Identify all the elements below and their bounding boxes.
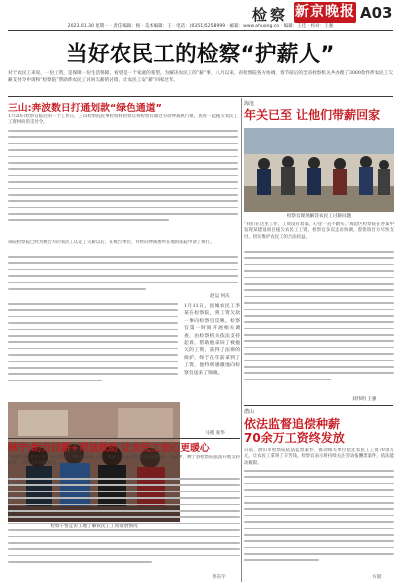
section-3-body [244, 251, 394, 397]
section-1-paragraph: 1月20日检察官临近的一个工作日，三山检察院民事检察科检察官将检察官通过劳动仲裁执行难，查处一起拖欠农民工工资纠纷的支付令。 [8, 114, 238, 126]
column-divider [241, 98, 242, 582]
section-4-title-line-1: 依法监督追偿种薪 [244, 417, 341, 431]
prosecutor-photo-image [244, 128, 394, 212]
section-3-author: 刘伟明 王强 [352, 397, 377, 402]
left-photo-caption: 检察干警走访工地了解农民工工资发放情况 [50, 524, 138, 529]
section-2-divider [8, 438, 240, 439]
section-4-body [244, 470, 394, 574]
section-2-title: 林宁:助力讨薪+司法救助 让农民工安心更暖心 [8, 443, 210, 454]
lead-text: 对于农民工来说，一份工资，是保障一份生活保障、看望是一个家庭的希望。为解决农民工的“薪”事，八月以来，省检察院各方协调，春节前后的全省检察机关共办理了3000余件涉农民工欠薪支付令申请和“检察院”帮助涉农民工讨回欠薪的讨债，让农民工安“薪”回家过年。 [8, 71, 393, 83]
section-4-title-line-2: 70余万工资终发放 [244, 431, 345, 445]
sidebar-quote: 1月11日，县城农民工李某在检察院，将工资欠款一事向检察官反映。检察官第一时间开展相关调查，由检察机关依法支持起诉，帮助他拿回了被拖欠的工资，获得了法律的保护，终于在年前拿到了工资，他特别感激地向检察官送来了锦旗。 [184, 304, 240, 376]
section-4-kicker: 潜山 [244, 409, 255, 415]
section-2-author: 李东宇 [212, 575, 226, 580]
section-1-body-2 [8, 256, 238, 300]
section-1-author: 赵运 何庆 [210, 294, 230, 299]
sidebar-byline: 马燕 张华 [205, 431, 225, 436]
section-3-kicker: 海沧 [244, 101, 255, 107]
section-3-title: 年关已至 让他们带薪回家 [244, 108, 381, 122]
section-2-paragraph: “谁敢帮我讨回工资，我心里的一块石头就落了地。”农民工张某向检察官表示感谢。该案中，林宁县检察院依法开展支持起诉，并给予司法救助金。 [8, 455, 240, 467]
section-4-author: 方晨 [372, 575, 382, 580]
section-1-body [8, 130, 238, 242]
article-lead [8, 71, 393, 84]
newspaper-logo: 新京晚报 [294, 2, 356, 23]
masthead [0, 2, 401, 22]
section-name: 检察 [252, 6, 289, 24]
lead-divider [8, 96, 393, 97]
header-divider [8, 30, 393, 31]
page-number: A03 [360, 4, 393, 22]
right-photo-caption: 检察官现场解答农民工讨薪问题 [286, 214, 352, 219]
prosecutor-photo [244, 128, 394, 212]
section-1-paragraph-2: 该院检察院已经为被告方的农民工认定了欠薪以后，在被告单位，并经向仲裁委所在地的法院申请了执行。 [8, 240, 215, 245]
section-4-divider [244, 405, 393, 406]
article-headline: 当好农民工的检察“护薪人” [66, 42, 335, 67]
section-3-paragraph: “我们在这里工作，工资没有着落，心里一直不踏实。”海沧区检察院在办案中发现某建设项目拖欠农民工工资，检察官多次走访协调，督促项目方尽快支付，切实维护农民工的合法权益。 [244, 222, 394, 240]
section-1-body-3 [8, 303, 178, 397]
section-4-paragraph: 日前，潜山市检察院依法监督案件，推动相关单位偿还农民工工资70余万元，让农民工拿到了辛苦钱。检察官表示将持续关注劳动报酬类案件，依法能动履职。 [244, 448, 394, 466]
section-1-title: 三山:奔波数日打通划款“绿色通道” [8, 103, 162, 114]
dateline: 2023.01.30 星期一 · 责任编辑：杨 · 美术编辑：王 · 电话：(0351)5258999 · 邮箱：www.ahuang.cn · 编辑：王佳 · 校对：王强 [67, 24, 334, 29]
section-2-body [8, 478, 240, 574]
